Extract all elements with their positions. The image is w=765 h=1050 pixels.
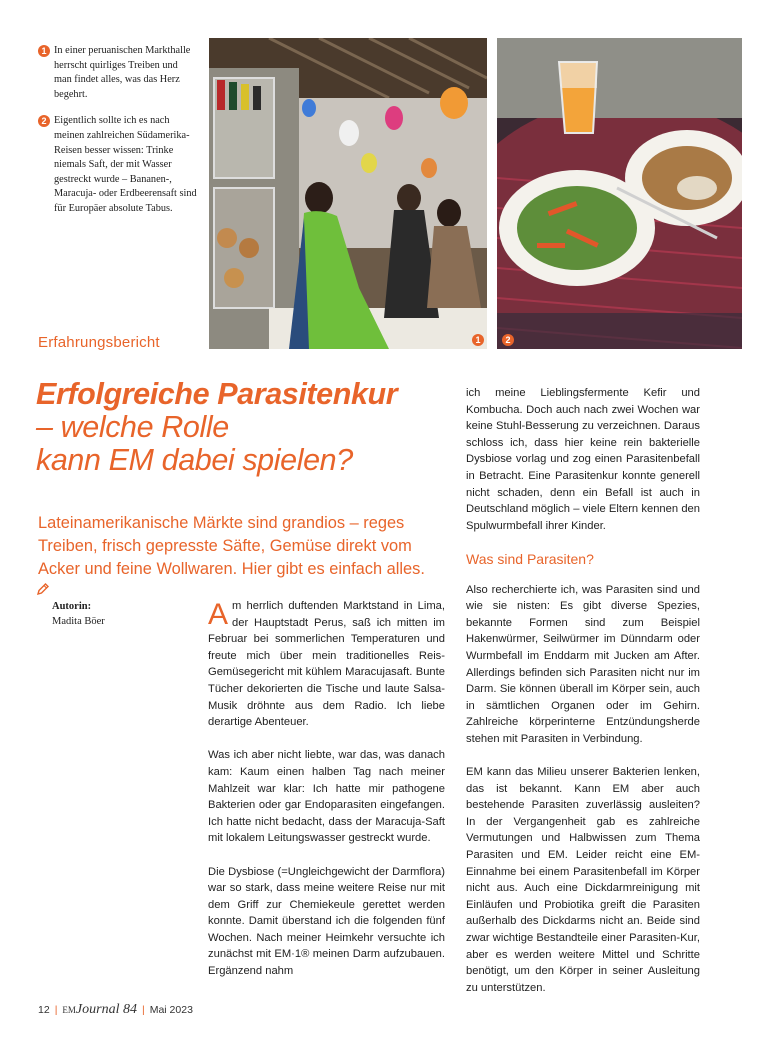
caption-2 bbox=[38, 114, 198, 216]
author-credit bbox=[52, 599, 105, 629]
article-column-1 bbox=[208, 598, 445, 996]
author-name: Madita Böer bbox=[52, 616, 105, 627]
journal-name: Journal 84 bbox=[75, 1002, 137, 1017]
headline-line-3: kann EM dabei spielen? bbox=[36, 443, 353, 477]
caption-number: 2 bbox=[38, 115, 50, 127]
journal-em: EM bbox=[62, 1005, 76, 1015]
photo-number-badge: 1 bbox=[472, 334, 484, 346]
caption-number: 1 bbox=[38, 45, 50, 57]
paragraph: ich meine Lieblingsfermente Kefir und Kombucha. Doch auch nach zwei Wochen war keine Stuhl-Besserung zu verzeichnen. Daraus schloss ich, dass hier keine rein bakterielle Dysbiose vorlag und zog einen Parasitenbefall in Betracht. Eine Parasitenkur konnte generell nicht schaden, denn ein Befall ist auch in Deutschland möglich – viele Eltern kennen den Spulwurmbefall ihrer Kinder. bbox=[466, 387, 700, 532]
paragraph: EM kann das Milieu unserer Bakterien lenken, das ist bekannt. Kann EM aber auch bestehende Parasiten zuverlässig ausleiten? In der Vergangenheit gab es zahlreiche Vermutungen und Halbwissen zum Thema Parasiten und EM. Leider reicht eine EM-Einnahme bei einem Parasitenbefall im Körper nicht aus. Auch eine Dickdarmreinigung mit Einläufen und Probiotika greift die Parasiten außerhalb des Dickdarms nicht an. Beide sind zwar wichtige Bestandteile einer Parasiten-Kur, aber es werden weitere Mittel und Schritte benötigt, um den Körper in seiner Ausleitung zu unterstützen. bbox=[466, 766, 700, 994]
article-headline bbox=[36, 378, 456, 477]
paragraph: Was ich aber nicht liebte, war das, was danach kam: Kaum einen halben Tag nach meiner Mahlzeit war klar: Ich hatte mir pathogene Bakterien oder gar Endoparasiten eingefangen. Ich hatte nicht bedacht, dass der Maracuja-Saft mit lokalem Leitungswasser gestreckt wurde. bbox=[208, 749, 445, 845]
caption-text: Eigentlich sollte ich es nach meinen zahlreichen Südamerika-Reisen besser wissen: Trinke niemals Saft, der mit Wasser gestreckt wurde – Bananen-, Maracuja- oder Erdbeerensaft sind für Europäer absolute Tabus. bbox=[54, 115, 197, 214]
caption-1 bbox=[38, 44, 198, 102]
paragraph-text: m herrlich duftenden Marktstand in Lima, der Hauptstadt Perus, saß ich mitten im Februar bei sommerlichen Temperaturen und freute mich über mein traditionelles Reis-Gemüsegericht mit kühlem Maracujasaft. Bunte Tücher dekorierten die Tische und laute Salsa-Musik dröhnte aus dem Radio. Ich liebe derartige Abenteuer. bbox=[208, 600, 445, 729]
paragraph bbox=[208, 598, 445, 731]
headline-line-2: – welche Rolle bbox=[36, 410, 229, 444]
page-footer: 12 | EMJournal 84 | Mai 2023 bbox=[38, 1002, 193, 1017]
market-hall-photo bbox=[209, 38, 487, 349]
page-number: 12 bbox=[38, 1004, 50, 1016]
food-table-photo bbox=[497, 38, 742, 349]
section-heading: Was sind Parasiten? bbox=[466, 550, 594, 567]
headline-line-1: Erfolgreiche Parasitenkur bbox=[36, 377, 398, 411]
author-label: Autorin: bbox=[52, 601, 92, 612]
section-kicker: Erfahrungsbericht bbox=[38, 334, 160, 351]
paragraph: Also recherchierte ich, was Parasiten sind und wie sie nisten: Es gibt diverse Spezies, bekannte Formen sind zum Beispiel Hakenwürmer, Seilwürmer im Dünndarm oder Wurmbefall im Enddarm mit Jucken am After. Allerdings befinden sich Parasiten nicht nur im Darm. Sie können überall im Körper sein, auch in sämtlichen Organen oder im Gehirn. Zahlreiche körperinterne Entzündungsherde stehen mit Parasiten in Verbindung. bbox=[466, 583, 700, 745]
drop-cap: A bbox=[208, 598, 229, 631]
caption-text: In einer peruanischen Markthalle herrscht quirliges Treiben und man findet alles, was das Herz begehrt. bbox=[54, 45, 191, 100]
pencil-icon bbox=[36, 582, 50, 596]
article-lead: Lateinamerikanische Märkte sind grandios – reges Treiben, frisch gepresste Säfte, Gemüse direkt vom Acker und feine Wollwaren. Hier gibt es einfach alles. bbox=[38, 514, 425, 578]
article-column-2 bbox=[466, 385, 700, 1013]
photo-captions bbox=[38, 44, 198, 229]
paragraph: Die Dysbiose (=Ungleichgewicht der Darmflora) war so stark, dass meine weitere Reise nur mit dem Griff zur Chemiekeule gerettet werden konnte. Damit überstand ich die folgenden fünf Wochen. Nach meiner Heimkehr versuchte ich zunächst mit EM·1® meinen Darm aufzubauen. Ergänzend nahm bbox=[208, 865, 445, 978]
issue-date: Mai 2023 bbox=[149, 1004, 193, 1016]
photo-number-badge: 2 bbox=[502, 334, 514, 346]
